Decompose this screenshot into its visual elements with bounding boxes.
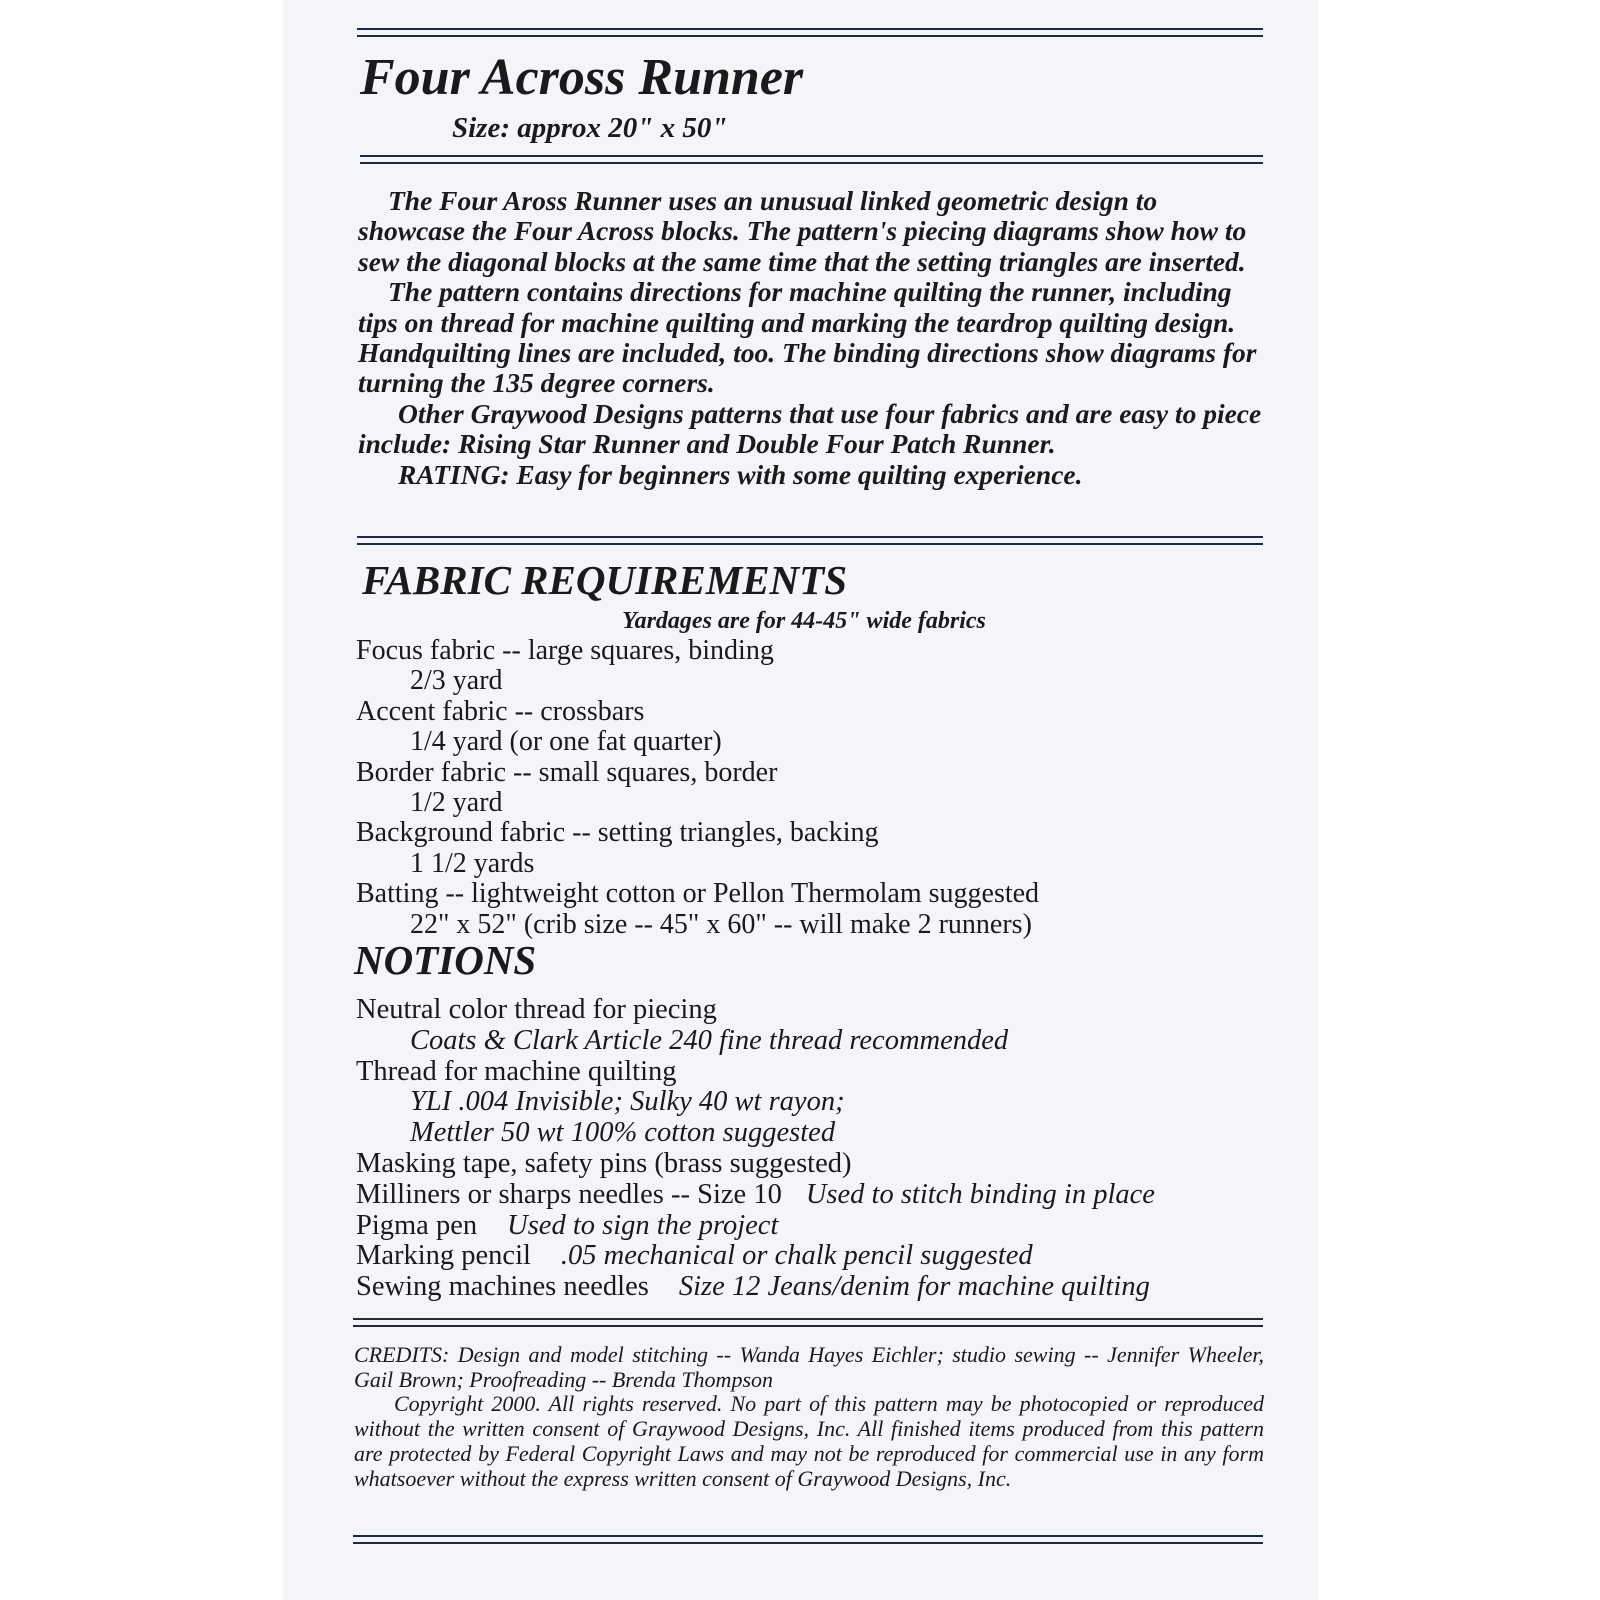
credits-double-rule <box>353 1318 1263 1327</box>
notion-name: Sewing machines needles <box>356 1271 649 1303</box>
credits-block <box>354 1343 1264 1491</box>
intro-paragraph: Other Graywood Designs patterns that use four fabrics and are easy to piece include: Rising Star Runner and Double Four Patch Runner. <box>358 397 1262 460</box>
notion-detail: YLI .004 Invisible; Sulky 40 wt rayon; <box>410 1086 845 1118</box>
intro-double-rule <box>357 536 1263 545</box>
fabric-amount: 1 1/2 yards <box>410 847 535 879</box>
top-double-rule <box>357 28 1263 37</box>
pattern-title: Four Across Runner <box>360 49 804 106</box>
fabric-item: Focus fabric -- large squares, binding <box>356 635 774 666</box>
notion-note: .05 mechanical or chalk pencil suggested <box>560 1240 1033 1272</box>
intro-paragraph: The pattern contains directions for machine quilting the runner, including tips on thread for machine quilting and marking the teardrop quilting design. Handquilting lines are included, too. The binding directions show diagrams for turning the 135 degree corners. <box>358 276 1257 399</box>
notion-item <box>356 1272 1276 1303</box>
fabric-amount: 1/2 yard <box>410 787 503 819</box>
notion-note: Size 12 Jeans/denim for machine quilting <box>678 1271 1150 1303</box>
copyright-notice: Copyright 2000. All rights reserved. No part of this pattern may be photocopied or reproduced without the written consent of Graywood Designs, Inc. All finished items produced from this pattern are protected by Federal Copyright Laws and may not be reproduced for commercial use in any form whatsoever without the express written consent of Graywood Designs, Inc. <box>354 1391 1264 1491</box>
notion-detail: Coats & Clark Article 240 fine thread recommended <box>410 1024 1009 1056</box>
notion-item <box>356 1180 1276 1211</box>
pattern-size: Size: approx 20" x 50" <box>452 112 728 144</box>
notion-note: Used to stitch binding in place <box>805 1178 1155 1210</box>
title-double-rule <box>360 155 1263 164</box>
notions-heading: NOTIONS <box>354 937 537 983</box>
notion-item <box>356 1241 1276 1272</box>
notion-item: Neutral color thread for piecing <box>356 994 717 1025</box>
fabric-item: Batting -- lightweight cotton or Pellon Thermolam suggested <box>356 878 1040 910</box>
intro-description <box>358 186 1263 490</box>
intro-paragraph: The Four Aross Runner uses an unusual linked geometric design to showcase the Four Across blocks. The pattern's piecing diagrams show how to sew the diagonal blocks at the same time that the setting triangles are inserted. <box>358 185 1247 277</box>
bottom-double-rule <box>353 1535 1263 1544</box>
notion-item <box>356 1211 1276 1242</box>
notion-name: Pigma pen <box>356 1209 478 1241</box>
fabric-amount: 22" x 52" (crib size -- 45" x 60" -- will make 2 runners) <box>410 908 1032 940</box>
fabric-amount: 2/3 yard <box>410 665 503 697</box>
notion-item: Thread for machine quilting <box>356 1055 677 1087</box>
fabric-item: Accent fabric -- crossbars <box>356 695 645 727</box>
fabric-item: Background fabric -- setting triangles, backing <box>356 817 879 849</box>
credits-line: CREDITS: Design and model stitching -- Wanda Hayes Eichler; studio sewing -- Jennifer Wheeler, Gail Brown; Proofreading -- Brenda Thompson <box>354 1342 1264 1392</box>
rating-paragraph: RATING: Easy for beginners with some quilting experience. <box>398 458 1083 490</box>
notion-note: Used to sign the project <box>507 1209 779 1241</box>
notion-name: Marking pencil <box>356 1240 531 1272</box>
notion-item: Masking tape, safety pins (brass suggested) <box>356 1147 852 1179</box>
notions-list <box>356 995 1276 1303</box>
notion-detail: Mettler 50 wt 100% cotton suggested <box>410 1117 836 1149</box>
yardage-note: Yardages are for 44-45" wide fabrics <box>622 608 986 634</box>
fabric-item: Border fabric -- small squares, border <box>356 756 778 788</box>
fabric-requirements-heading: FABRIC REQUIREMENTS <box>362 557 847 603</box>
fabric-amount: 1/4 yard (or one fat quarter) <box>410 726 722 758</box>
notion-name: Milliners or sharps needles -- Size 10 <box>356 1178 782 1210</box>
fabric-list <box>356 636 1276 940</box>
